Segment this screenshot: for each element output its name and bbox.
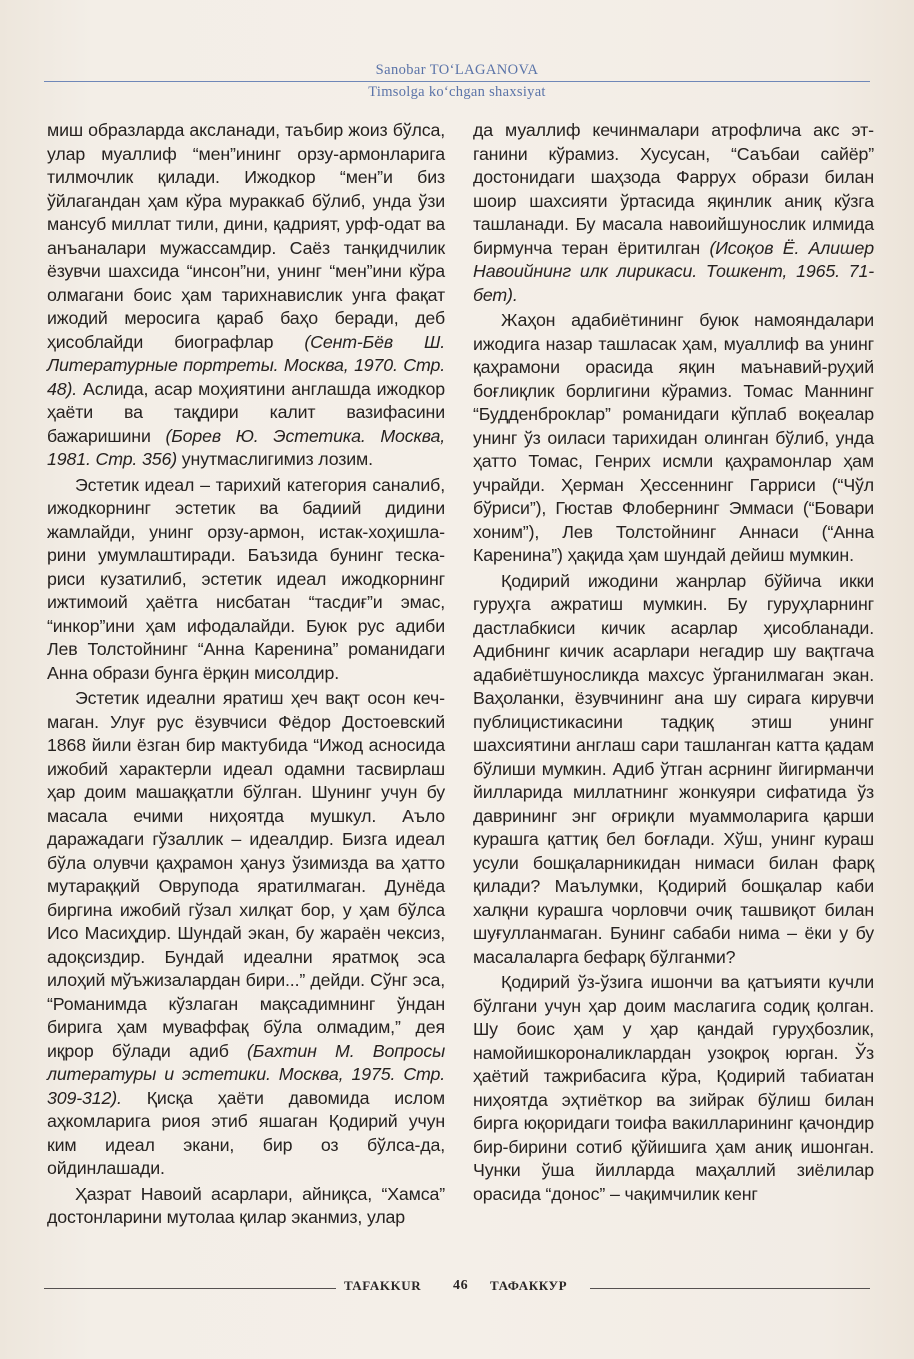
text-run: Эстетик идеални яратиш ҳеч вақт осон кечмаган. Улуғ рус ёзувчиси Фёдор Достоевский 1868 йили ёзган бир мактубида “Ижод асносида ижобий характерли идеал одамни тасвирлаш ҳар доим машаққатли бўлган. Шунинг учун бу масала ечими ниҳоятда мушкул. Аъло даражадаги гўзаллик – идеалдир. Бизга идеал бўла олувчи қаҳрамон ҳануз ўзимизда ва ҳатто мутараққий Оврупода яратилмаган. Дунёда биргина ижобий гўзал хилқат бор, у ҳам бўлса Исо Масиҳдир. Шундай экан, бу жараён чексиз, адоқсиздир. Бундай идеални яратмоқ эса илоҳий мўъжизалардан бири...” дейди. Сўнг эса, “Романимда кўзлаган мақсадимнинг ўндан бирига ҳам муваффақ бўла олмадим,” дея иқрор бўлади адиб xyxy=(47,688,445,1061)
page-footer xyxy=(44,1278,870,1298)
paragraph xyxy=(473,971,874,1206)
citation: (Сент-Бёв Ш. Литературные портреты. Москва, 1970. Стр. 48). xyxy=(47,331,445,399)
text-run: да муаллиф кечинмалари атрофлича акс этганини кўрамиз. Хусусан, “Саъбаи сайёр” достонидаги шаҳзода Фаррух образи билан шоир шахсияти ўртасида яқинлик аниқ кўзга ташланади. Бу масала навоийшунослик илмида бирмунча теран ёритилган xyxy=(473,120,874,258)
running-head-author: Sanobar TO‘LAGANOVA xyxy=(375,62,539,78)
footer-rule-right xyxy=(590,1288,870,1289)
text-run: миш образларда аксланади, таъбир жоиз бўлса, улар муаллиф “мен”ининг орзу-армонларига тилмочлик қилади. Ижодкор “мен”и биз ўйлагандан ҳам кўра мураккаб бўлиб, унда ўзи мансуб миллат тили, дини, қадрият, урф-одат ва анъаналари мужассамдир. Саёз танқидчилик ёзувчи шахсида “инсон”ни, унинг “мен”ини кўра олмагани боис ҳам тарихнавислик унга фақат ижодий меросига қараб баҳо беради, деб ҳисоблайди биографлар xyxy=(47,120,445,352)
text-run: Аслида, асар моҳиятини англашда ижодкор ҳаёти ва тақдири калит вазифасини бажаришини xyxy=(47,378,445,446)
citation: (Борев Ю. Эстетика. Москва, 1981. Стр. 356) xyxy=(47,425,446,469)
footer-journal-cyrillic: ТАФАККУР xyxy=(490,1278,568,1293)
citation: (Исоқов Ё. Алишер Навоийнинг илк лирикаси. Тошкент, 1965. 71-бет). xyxy=(473,237,875,305)
text-run: Қодирий ижодини жанрлар бўйича икки гуруҳга ажратиш мумкин. Бу гуруҳларнинг дастлабкиси кичик асарлар ҳисобланади. Адибнинг кичик асарлари негадир шу вақтгача адабиётшуносликда махсус ўрганилмаган экан. Ваҳоланки, ёзувчининг ана шу сирага кирувчи публицистикасини тадқиқ этиш унинг шахсиятини англаш сари ташланган катта қадам бўлиши мумкин. Адиб ўтган асрнинг йигирманчи йилларида миллатнинг жонкуяри сифатида ўз даврининг энг оғриқли муаммоларига қарши курашга қаттиқ бел боғлади. Хўш, унинг кураш усули бошқаларникидан нимаси билан фарқ қилади? Маълумки, Қодирий бошқалар каби халқни курашга чорловчи очиқ ташвиқот билан шуғулланмаган. Бунинг сабаби нима – ёки у бу масалаларга бефарқ бўлганми? xyxy=(473,570,874,967)
paragraph xyxy=(47,119,445,472)
text-run: Қисқа ҳаёти давомида ислом аҳкомларига риоя этиб яшаган Қодирий учун ким идеал экани, бир оз бўлса-да, ойдинлашади. xyxy=(47,1087,445,1178)
header-divider xyxy=(44,81,870,82)
footer-rule-left xyxy=(44,1288,336,1289)
text-run: Жаҳон адабиётининг буюк намояндалари ижодига назар ташласак ҳам, муаллиф ва унинг қаҳрамони орасида яқин маънавий-руҳий боғлиқлик борлигини кўрамиз. Томас Маннинг “Будденброклар” романидаги кўплаб воқеалар унинг ўз оиласи тарихидан олинган бўлиб, унда ҳатто Томас, Генрих исмли қаҳрамонлар ҳам учрайди. Ҳерман Ҳессеннинг Гарриси (“Чўл бўриси”), Гюстав Флобернинг Эммаси (“Бовари хоним”), Лев Толстойнинг Аннаси (“Анна Каренина”) ҳақида ҳам шундай дейиш мумкин. xyxy=(473,310,874,565)
text-run: Эстетик идеал – тарихий категория саналиб, ижодкорнинг эстетик ва бадиий дидини жамлайди, унинг орзу-армон, истак-хоҳишларини умумлаштиради. Баъзида бунинг тескaриси кузатилиб, эстетик идеал ижодкорнинг ижтимоий ҳаётга нисбатан “тасдиғ”и эмас, “инкор”ини ҳам ифодалайди. Буюк рус адиби Лев Толстойнинг “Анна Каренина” романидаги Анна образи бунга ёрқин мисолдир. xyxy=(47,474,445,683)
footer-journal-latin: TAFAKKUR xyxy=(344,1278,422,1293)
paragraph xyxy=(473,309,874,568)
paragraph xyxy=(47,1183,445,1230)
left-text-column xyxy=(47,119,445,1230)
paragraph xyxy=(473,119,874,307)
text-run: Ҳазрат Навоий асарлари, айниқса, “Хамса” достонларини мутолаа қилар эканмиз, улар xyxy=(47,1183,445,1227)
paragraph xyxy=(47,687,445,1181)
right-text-column xyxy=(473,119,874,1206)
paragraph xyxy=(473,570,874,970)
text-run: унутмаслигимиз лозим. xyxy=(177,449,373,469)
text-run: Қодирий ўз-ўзига ишончи ва қатъияти кучли бўлгани учун ҳар доим маслагига содиқ қолган. Шу боис ҳам у ҳар қандай гуруҳбозлик, намойишкороналиклардан узоқроқ юрган. Ўз ҳаётий тажрибасига кўра, Қодирий табиатан ниҳоятда эҳтиёткор ва зийрак бўлиш билан бирга юқоридаги тоифа вакилларининг қачондир бир-бирини сотиб қўйишига ҳам аниқ ишонган. Чунки ўша йилларда маҳаллий зиёлилар орасида “донос” – чақимчилик кенг xyxy=(473,972,874,1204)
paragraph xyxy=(47,474,445,686)
running-head-title: Timsolga ko‘chgan shaxsiyat xyxy=(368,84,546,100)
citation: (Бахтин М. Вопросы литературы и эстетики. Москва, 1975. Стр. 309-312). xyxy=(47,1040,446,1108)
page-number: 46 xyxy=(453,1278,469,1293)
